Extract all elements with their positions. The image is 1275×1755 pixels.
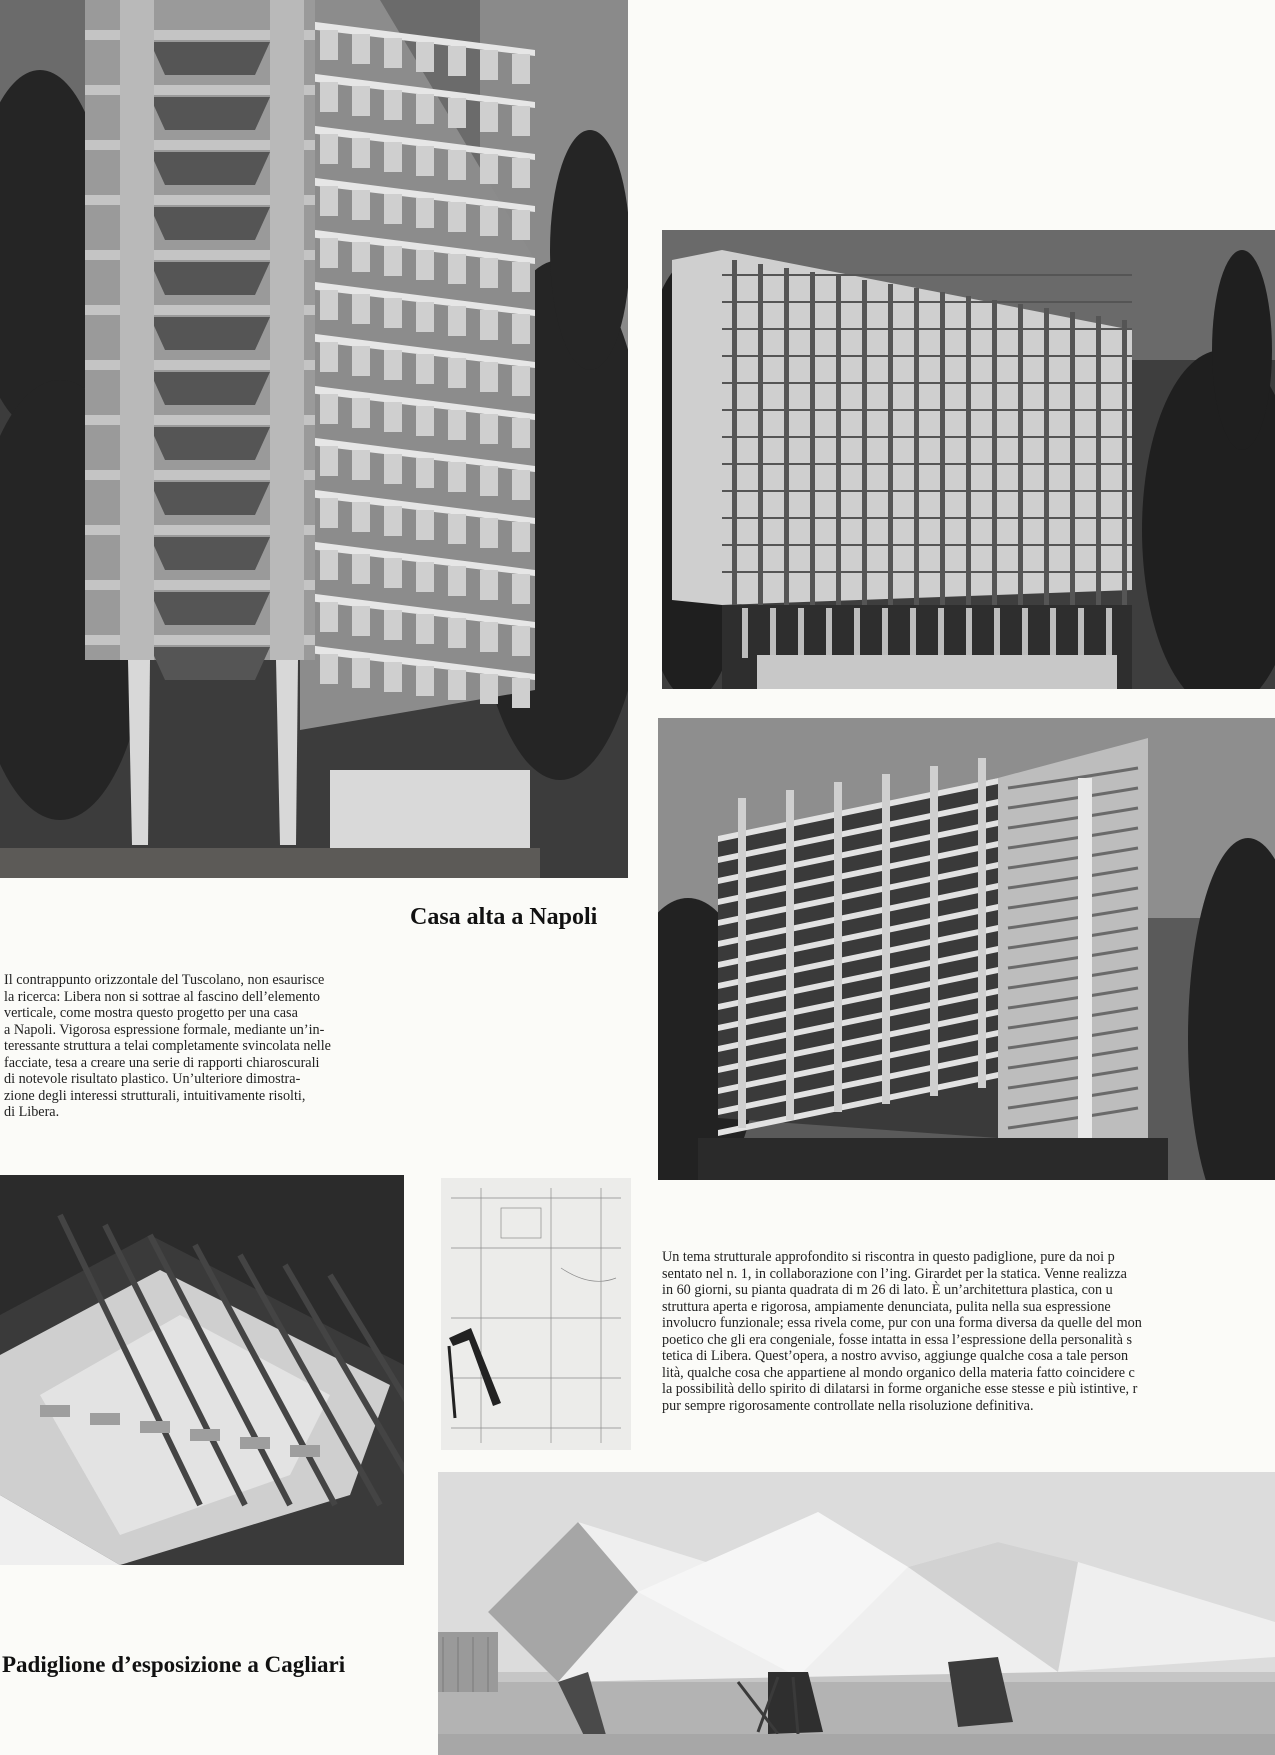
text-line: sentato nel n. 1, in collaborazione con l’ing. Girardet per la statica. Venne realizza [662, 1265, 1127, 1282]
text-line: di notevole risultato plastico. Un’ulteriore dimostra- [4, 1071, 301, 1087]
text-line: verticale, come mostra questo progetto per una casa [4, 1005, 298, 1021]
text-line: la possibilità dello spirito di dilatarsi in forme organiche esse stesse e più istintive, r [662, 1381, 1138, 1397]
photo-pavilion-built [438, 1472, 1275, 1755]
photo-pavilion-model [0, 1175, 404, 1565]
text-line: poetico che gli era congeniale, fosse intatta in essa l’espressione della personalità s [662, 1331, 1132, 1348]
text-line: Un tema strutturale approfondito si riscontra in questo padiglione, pure da noi p [662, 1249, 1115, 1265]
text-line: zione degli interessi strutturali, intuitivamente risolti, [4, 1087, 306, 1104]
text-line: in 60 giorni, su pianta quadrata di m 26 di lato. È un’architettura plastica, con u [662, 1282, 1113, 1298]
text-line: struttura aperta e rigorosa, ampiamente denunciata, pulita nella sua espressione [662, 1298, 1111, 1315]
section-title-napoli: Casa alta a Napoli [410, 904, 598, 930]
text-line: facciate, tesa a creare una serie di rapporti chiaroscurali [4, 1054, 320, 1071]
photo-tower-wide [662, 230, 1275, 689]
text-line: lità, qualche cosa che appartiene al mondo organico della materia fatto coincidere c [662, 1364, 1135, 1381]
text-line: a Napoli. Vigorosa espressione formale, mediante un’in- [4, 1021, 325, 1038]
text-line: la ricerca: Libera non si sottrae al fascino dell’elemento [4, 988, 320, 1005]
text-line: tetica di Libera. Quest’opera, a nostro avviso, aggiunge qualche cosa a tale person [662, 1348, 1129, 1364]
photo-tower-closeup [0, 0, 628, 878]
text-line: teressante struttura a telai completamente svincolata nelle [4, 1038, 331, 1054]
cagliari-description [662, 1249, 1275, 1414]
text-line: di Libera. [4, 1104, 60, 1120]
text-line: pur sempre rigorosamente controllate nella risoluzione definitiva. [662, 1397, 1034, 1414]
text-line: involucro funzionale; essa rivela come, pur con una forma diversa da quelle del mon [662, 1315, 1142, 1331]
photo-tower-angle [658, 718, 1275, 1180]
napoli-description [4, 972, 412, 1121]
photo-pavilion-drawing [441, 1178, 631, 1450]
text-line: Il contrappunto orizzontale del Tuscolano, non esaurisce [4, 972, 325, 988]
section-title-cagliari: Padiglione d’esposizione a Cagliari [2, 1652, 346, 1677]
